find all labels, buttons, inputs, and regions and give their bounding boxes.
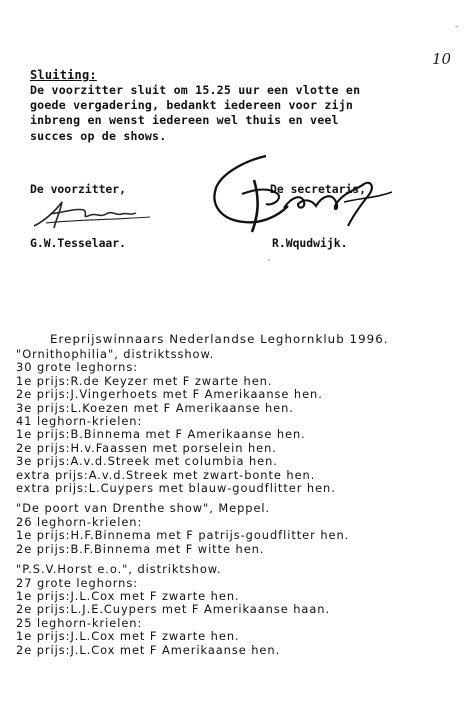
list-line: 2e prijs:J.Vingerhoets met F Amerikaanse hen. [16,387,323,402]
list-line: 26 leghorn-krielen: [16,514,143,529]
list-line: 27 grote leghorns: [16,575,139,590]
list-line: 41 leghorn-krielen: [16,414,143,429]
list-line: 2e prijs:B.F.Binnema met F witte hen. [16,541,265,556]
winners-title: Ereprijswinnaars Nederlandse Leghornklub 1996. [50,332,389,346]
secretary-label: De secretaris, [270,182,367,196]
corner-mark: ˘ [454,26,460,36]
closing-line: goede vergadering, bedankt iedereen voor zijn [30,98,354,113]
secretary-signature [208,150,398,238]
stray-mark: ˙ [266,259,273,270]
show-block [16,502,461,556]
list-line: 1e prijs:B.Binnema met F Amerikaanse hen. [16,427,306,442]
list-line: 1e prijs:J.L.Cox met F zwarte hen. [16,588,240,603]
list-line: 30 grote leghorns: [16,360,139,375]
list-line: 2e prijs:L.J.E.Cuypers met F Amerikaanse haan. [16,602,331,617]
page-number: 10 [432,50,452,68]
list-line: "P.S.V.Horst e.o.", distriktshow. [16,562,222,577]
list-line: extra prijs:A.v.d.Streek met zwart-bonte hen. [16,467,316,482]
list-line: 25 leghorn-krielen: [16,615,143,630]
secretary-name: R.Wqudwijk. [272,236,348,250]
chairman-label: De voorzitter, [30,182,127,196]
list-line: "Ornithophilia", distriktsshow. [16,347,215,361]
closing-line: inbreng en wenst iedereen wel thuis en veel [30,113,339,128]
closing-line: De voorzitter sluit om 15.25 uur een vlotte en [30,83,361,97]
list-line: extra prijs:L.Cuypers met blauw-goudflitter hen. [16,481,336,496]
list-line: 3e prijs:L.Koezen met F Amerikaanse hen. [16,400,294,415]
list-line: 1e prijs:J.L.Cox met F zwarte hen. [16,629,240,644]
list-line: 1e prijs:H.F.Binnema met F patrijs-goudflitter hen. [16,528,350,543]
closing-paragraph [30,83,450,144]
chairman-signature [26,196,156,234]
list-line: 2e prijs:H.v.Faassen met porselein hen. [16,440,277,455]
show-block [16,563,461,657]
closing-line: succes op de shows. [30,128,167,143]
list-line: 1e prijs:R.de Keyzer met F zwarte hen. [16,373,273,388]
show-block [16,348,461,495]
winners-list [16,348,461,657]
list-line: 2e prijs:J.L.Cox met F Amerikaanse hen. [16,642,281,657]
list-line: "De poort van Drenthe show", Meppel. [16,501,271,516]
list-line: 3e prijs:A.v.d.Streek met columbia hen. [16,454,278,469]
section-heading-sluiting: Sluiting: [30,68,97,82]
chairman-name: G.W.Tesselaar. [30,236,127,250]
